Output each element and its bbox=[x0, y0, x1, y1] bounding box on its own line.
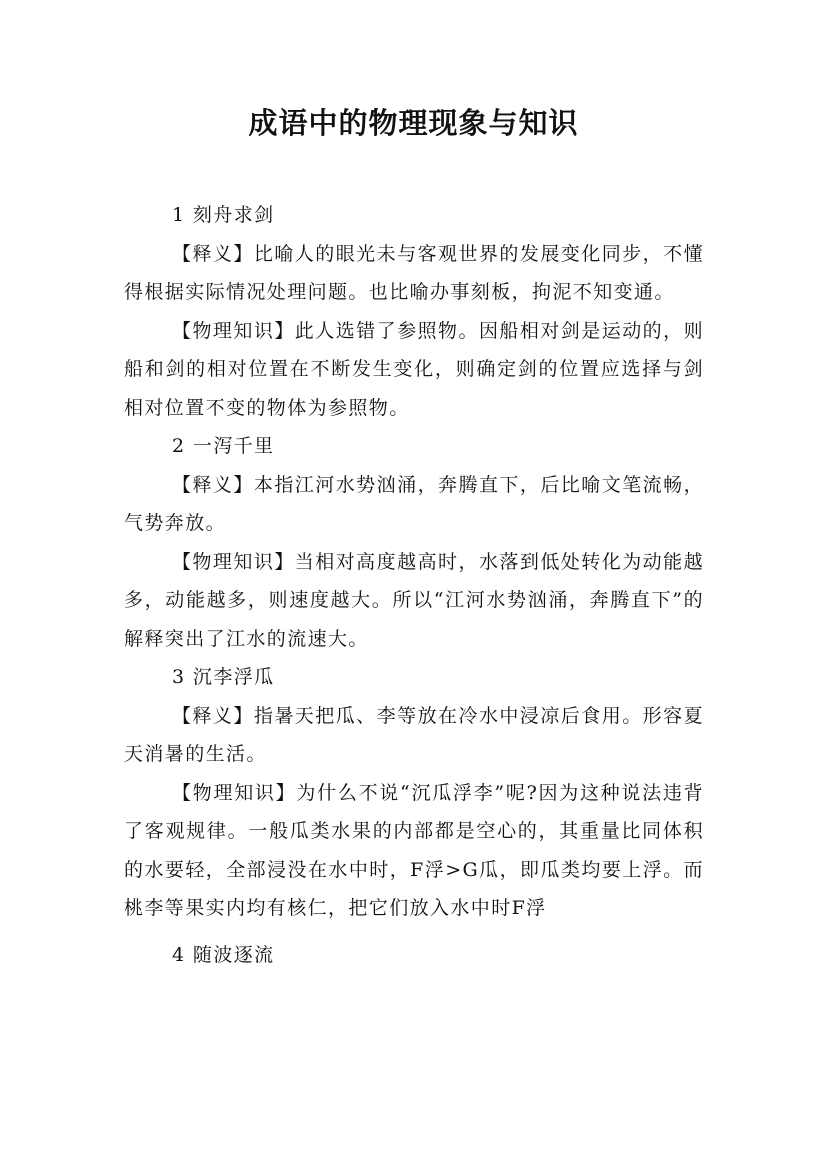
physics-paragraph: 【物理知识】为什么不说“沉瓜浮李”呢?因为这种说法违背了客观规律。一般瓜类水果的内部都是空心的，其重量比同体积的水要轻，全部浸没在水中时，F浮>G瓜，即瓜类均要上浮。而桃李等果实内均有核仁，把它们放入水中时F浮 bbox=[124, 781, 704, 919]
section-heading: 3 沉李浮瓜 bbox=[172, 666, 275, 688]
document-body bbox=[124, 196, 704, 974]
section-heading: 2 一泻千里 bbox=[172, 435, 275, 457]
physics-paragraph: 【物理知识】当相对高度越高时，水落到低处转化为动能越多，动能越多，则速度越大。所以“江河水势汹涌，奔腾直下”的解释突出了江水的流速大。 bbox=[124, 550, 704, 650]
physics-paragraph: 【物理知识】此人选错了参照物。因船相对剑是运动的，则船和剑的相对位置在不断发生变化，则确定剑的位置应选择与剑相对位置不变的物体为参照物。 bbox=[124, 319, 704, 419]
section-heading: 4 随波逐流 bbox=[172, 943, 275, 966]
paragraph-gap bbox=[124, 928, 704, 936]
definition-paragraph: 【释义】本指江河水势汹涌，奔腾直下，后比喻文笔流畅，气势奔放。 bbox=[124, 473, 704, 534]
page-title: 成语中的物理现象与知识 bbox=[248, 106, 579, 140]
definition-paragraph: 【释义】指暑天把瓜、李等放在冷水中浸凉后食用。形容夏天消暑的生活。 bbox=[124, 704, 704, 765]
definition-paragraph: 【释义】比喻人的眼光未与客观世界的发展变化同步，不懂得根据实际情况处理问题。也比喻办事刻板，拘泥不知变通。 bbox=[124, 242, 704, 303]
section-heading: 1 刻舟求剑 bbox=[172, 204, 275, 226]
